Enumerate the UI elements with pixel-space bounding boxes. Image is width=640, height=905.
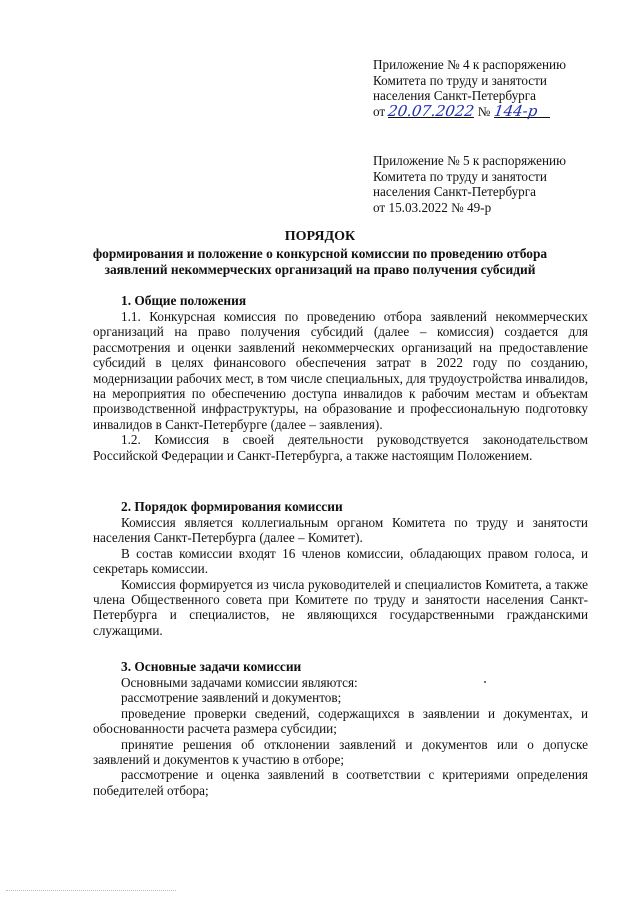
appendix-new-line3: населения Санкт-Петербурга bbox=[373, 88, 537, 103]
section-1-paragraph-2: 1.2. Комиссия в своей деятельности руководствуется законодательством Российской Федерации и Санкт-Петербурга, а также настоящим Положением. bbox=[93, 432, 588, 463]
task-item: рассмотрение и оценка заявлений в соответствии с критериями определения победителей отбора; bbox=[93, 767, 588, 798]
task-item: рассмотрение заявлений и документов; bbox=[121, 690, 342, 706]
appendix-new-line1: Приложение № 4 к распоряжению bbox=[373, 57, 566, 72]
handwritten-date: 20.07.2022 bbox=[387, 101, 476, 120]
appendix-old-line4: от 15.03.2022 № 49-р bbox=[373, 199, 492, 215]
from-label: от bbox=[373, 103, 386, 119]
section-3-intro: Основными задачами комиссии являются: bbox=[121, 675, 358, 690]
appendix-new-date-line bbox=[373, 101, 566, 120]
appendix-old-line3: населения Санкт-Петербурга bbox=[373, 184, 537, 199]
section-1-heading: 1. Общие положения bbox=[121, 293, 247, 308]
task-item: принятие решения об отклонении заявлений и документов или о допуске заявлений и документов к участию в отборе; bbox=[93, 736, 588, 768]
section-2-heading: 2. Порядок формирования комиссии bbox=[121, 499, 343, 514]
appendix-new-header bbox=[373, 57, 566, 119]
section-1-paragraph-1: 1.1. Конкурсная комиссия по проведению отбора заявлений некоммерческих организаций на право получения субсидий (далее – комиссия) создается для рассмотрения и оценки заявлений некоммерческих организаций на предоставление субсидий в целях финансового обеспечения затрат в 2022 году по созданию, модернизации рабочих мест, в том числе специальных, для трудоустройства инвалидов, на мероприятия по обеспечению доступа инвалидов к рабочим местам и объектам производственной инфраструктуры, на образование и профессиональную подготовку инвалидов в Санкт-Петербурге (далее – заявления). bbox=[93, 309, 588, 432]
scan-edge-artifact bbox=[6, 887, 176, 891]
section-2-paragraph-3: Комиссия формируется из числа руководителей и специалистов Комитета, а также члена Общественного совета при Комитете по труду и занятости населения Санкт-Петербурга и специалистов, не являющихся государственными гражданскими служащими. bbox=[93, 576, 588, 638]
appendix-new-line2: Комитета по труду и занятости bbox=[373, 72, 547, 88]
section-3-heading: 3. Основные задачи комиссии bbox=[121, 659, 302, 674]
number-field bbox=[492, 101, 550, 120]
section-2-paragraph-1: Комиссия является коллегиальным органом Комитета по труду и занятости населения Санкт-Петербурга (далее – Комитет). bbox=[93, 515, 588, 546]
document-subtitle-line1: формирования и положение о конкурсной комиссии по проведению отбора bbox=[92, 246, 548, 261]
section-formation bbox=[93, 499, 588, 638]
section-tasks bbox=[93, 659, 588, 798]
document-title: ПОРЯДОК bbox=[284, 229, 356, 244]
task-item: проведение проверки сведений, содержащихся в заявлении и документах, и обоснованности расчета размера субсидии; bbox=[93, 705, 588, 737]
section-general bbox=[93, 293, 588, 463]
appendix-old-header bbox=[373, 153, 566, 215]
appendix-old-line1: Приложение № 5 к распоряжению bbox=[373, 153, 566, 168]
document-subtitle-line2: заявлений некоммерческих организаций на право получения субсидий bbox=[104, 262, 536, 277]
date-field bbox=[387, 101, 476, 120]
scan-speck bbox=[484, 681, 486, 683]
handwritten-number: 144-р bbox=[492, 101, 539, 120]
appendix-old-line2: Комитета по труду и занятости bbox=[373, 168, 547, 184]
section-2-paragraph-2: В состав комиссии входят 16 членов комиссии, обладающих правом голоса, и секретарь комиссии. bbox=[93, 545, 588, 577]
number-label: № bbox=[477, 103, 491, 119]
